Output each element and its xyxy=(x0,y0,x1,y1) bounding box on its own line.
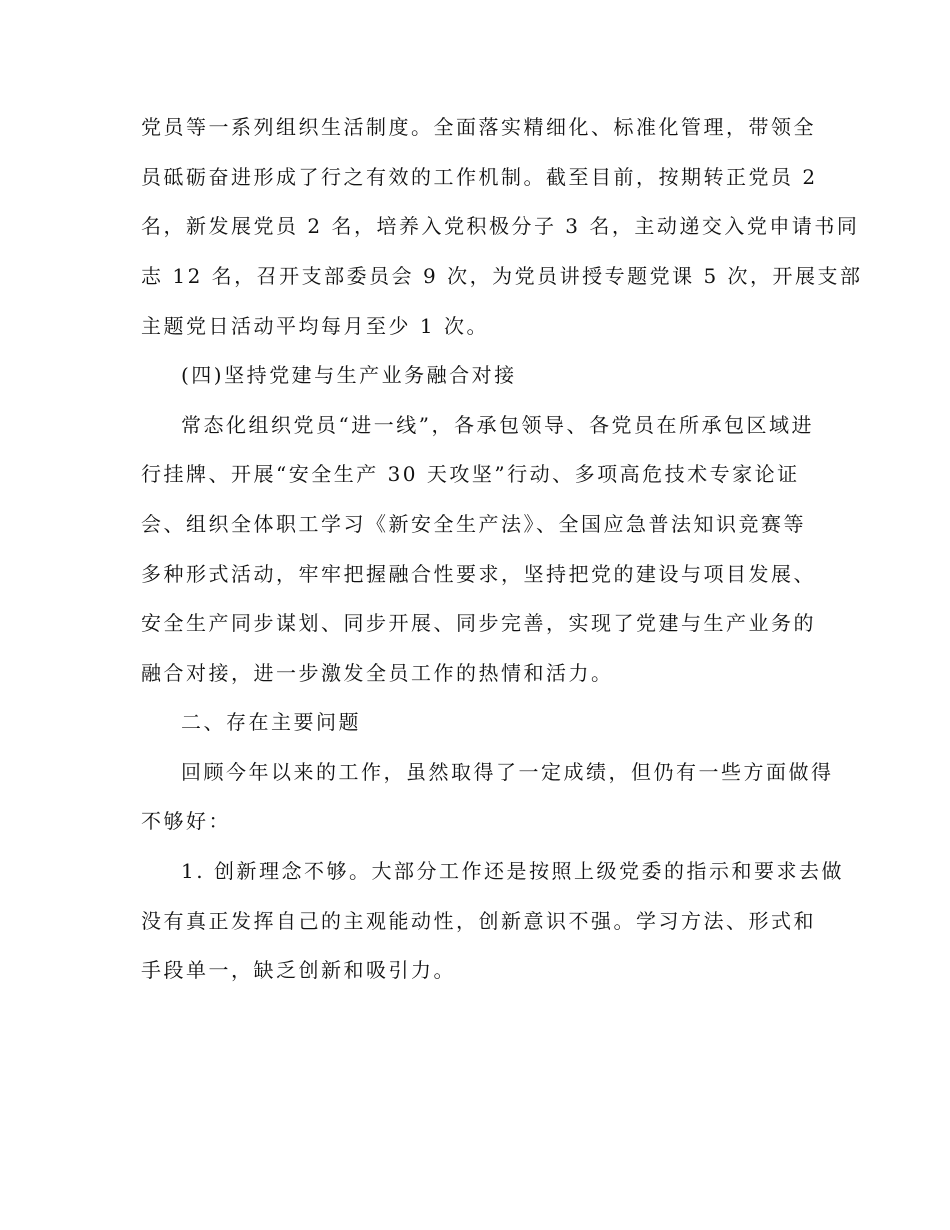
paragraph-line: 手段单一，缺乏创新和吸引力。 xyxy=(141,958,456,982)
paragraph-line: 不够好： xyxy=(141,809,231,833)
paragraph-line: 志 12 名，召开支部委员会 9 次，为党员讲授专题党课 5 次，开展支部 xyxy=(141,264,863,288)
paragraph-line: 会、组织全体职工学习《新安全生产法》、全国应急普法知识竞赛等 xyxy=(141,512,806,536)
paragraph-line: 名，新发展党员 2 名，培养入党积极分子 3 名，主动递交入党申请书同 xyxy=(141,214,860,238)
paragraph-line: 行挂牌、开展“安全生产 30 天攻坚”行动、多项高危技术专家论证 xyxy=(141,462,800,486)
paragraph-line: 党员等一系列组织生活制度。全面落实精细化、标准化管理，带领全 xyxy=(141,115,816,139)
section-heading: 二、存在主要问题 xyxy=(181,710,361,734)
paragraph-line: 主题党日活动平均每月至少 1 次。 xyxy=(141,314,489,338)
paragraph-line: 1. 创新理念不够。大部分工作还是按照上级党委的指示和要求去做 xyxy=(181,859,844,883)
paragraph-line: 没有真正发挥自己的主观能动性，创新意识不强。学习方法、形式和 xyxy=(141,909,816,933)
paragraph-line: 融合对接，进一步激发全员工作的热情和活力。 xyxy=(141,661,614,685)
paragraph-line: 常态化组织党员“进一线”，各承包领导、各党员在所承包区域进 xyxy=(181,413,814,437)
paragraph-line: 多种形式活动，牢牢把握融合性要求，坚持把党的建设与项目发展、 xyxy=(141,562,816,586)
paragraph-line: 员砥砺奋进形成了行之有效的工作机制。截至目前，按期转正党员 2 xyxy=(141,165,818,189)
section-heading: (四)坚持党建与生产业务融合对接 xyxy=(181,363,517,387)
paragraph-line: 安全生产同步谋划、同步开展、同步完善，实现了党建与生产业务的 xyxy=(141,611,816,635)
paragraph-line: 回顾今年以来的工作，虽然取得了一定成绩，但仍有一些方面做得 xyxy=(181,760,834,784)
